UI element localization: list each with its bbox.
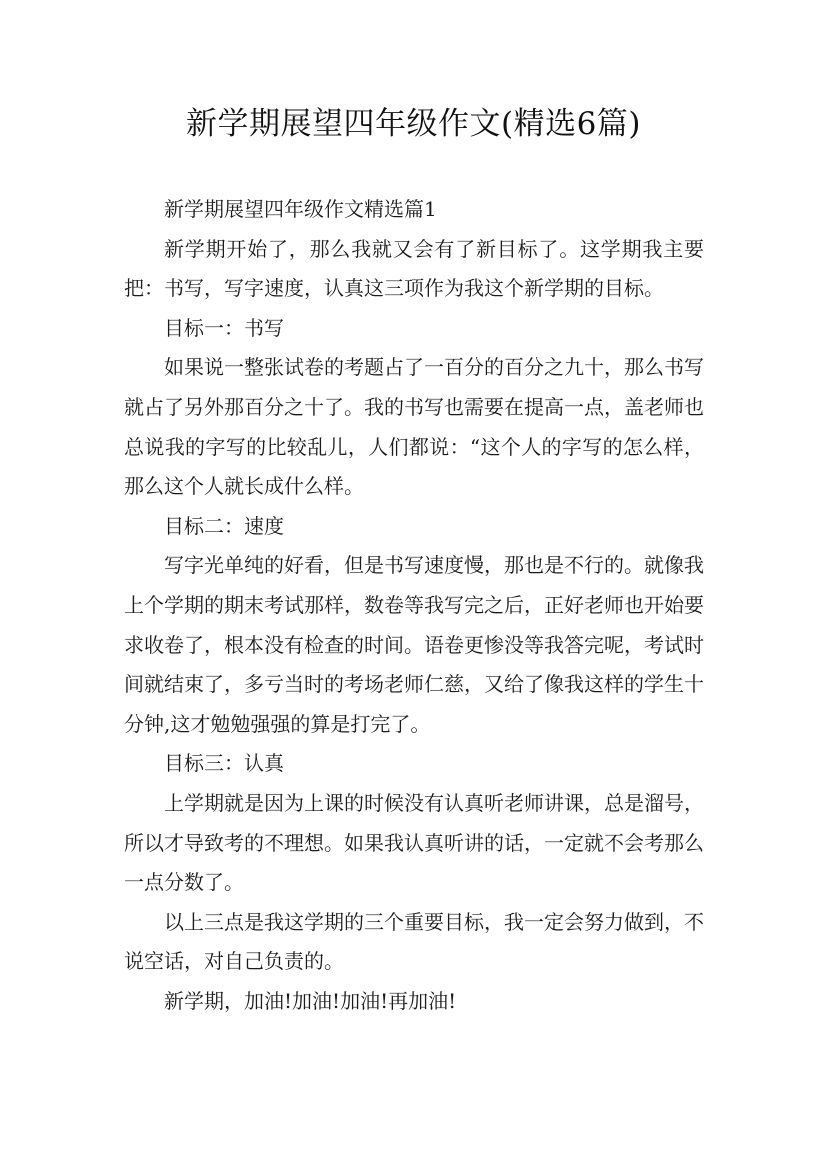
body-paragraph: 写字光单纯的好看，但是书写速度慢，那也是不行的。就像我上个学期的期末考试那样，数卷等我写完之后，正好老师也开始要求收卷了，根本没有检查的时间。语卷更惨没等我答完呢，考试时间就结束了，多亏当时的考场老师仁慈，又给了像我这样的学生十分钟,这才勉勉强强的算是打完了。 (124, 553, 704, 736)
goal-heading-attention: 目标三：认真 (164, 751, 284, 776)
body-paragraph: 以上三点是我这学期的三个重要目标，我一定会努力做到，不说空话，对自己负责的。 (124, 909, 704, 974)
goal-heading-writing: 目标一：书写 (164, 315, 284, 340)
document-title: 新学期展望四年级作文(精选6篇) (186, 106, 641, 142)
section-heading: 新学期展望四年级作文精选篇1 (164, 197, 437, 221)
body-paragraph: 如果说一整张试卷的考题占了一百分的百分之九十，那么书写就占了另外那百分之十了。我的书写也需要在提高一点，盖老师也总说我的字写的比较乱儿，人们都说：“这个人的字写的怎么样，那么这个人就长成什么样。 (124, 355, 704, 499)
document-body (124, 190, 704, 1021)
goal-heading-speed: 目标二：速度 (164, 513, 284, 538)
body-paragraph: 新学期开始了，那么我就又会有了新目标了。这学期我主要把：书写，写字速度，认真这三项作为我这个新学期的目标。 (124, 236, 704, 301)
closing-line: 新学期，加油!加油!加油!再加油! (164, 988, 457, 1013)
body-paragraph: 上学期就是因为上课的时候没有认真听老师讲课，总是溜号，所以才导致考的不理想。如果我认真听讲的话，一定就不会考那么一点分数了。 (124, 790, 704, 895)
